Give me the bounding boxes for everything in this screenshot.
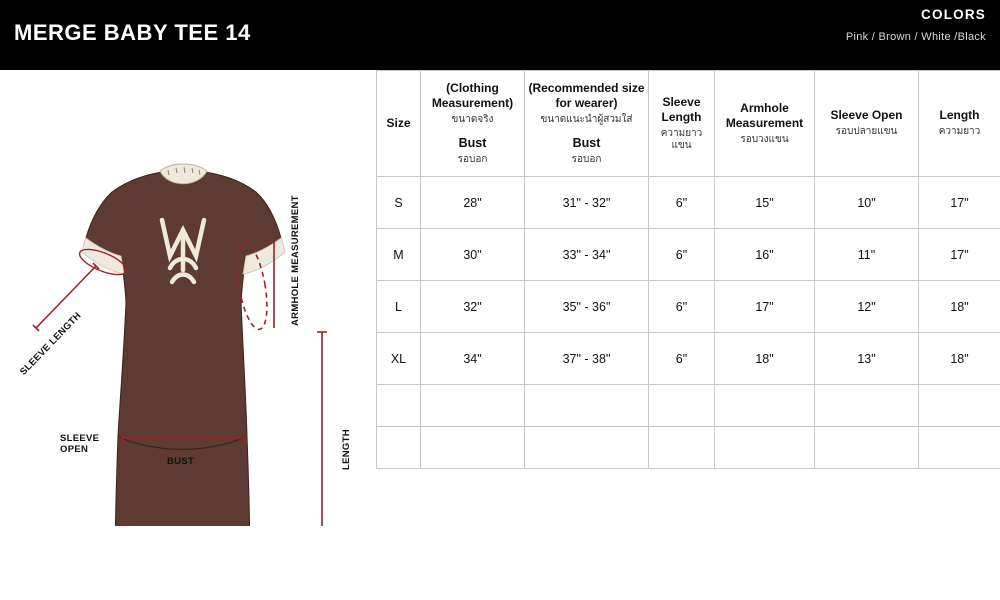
cell-bust-clothing: 34": [421, 333, 525, 385]
cell-empty: [815, 427, 919, 469]
page-header: [0, 0, 1000, 70]
col-header-bust-clothing: [421, 71, 525, 177]
col-header-bust-clothing-main2: Bust: [458, 136, 487, 151]
col-header-sleeve-open: [815, 71, 919, 177]
cell-empty: [525, 427, 649, 469]
cell-empty: [377, 385, 421, 427]
tshirt-shape: [82, 164, 285, 526]
label-sleeve-open: [60, 434, 120, 456]
cell-sleeve-length: 6": [649, 229, 715, 281]
table-row-empty: [377, 385, 1000, 427]
cell-empty: [421, 427, 525, 469]
table-row: [377, 177, 1000, 229]
cell-empty: [377, 427, 421, 469]
col-header-bust-wearer-sub2: รอบอก: [571, 153, 602, 165]
cell-bust-wearer: 33" - 34": [525, 229, 649, 281]
col-header-length-sub: ความยาว: [938, 126, 981, 138]
table-row-empty: [377, 427, 1000, 469]
table-header-row: [377, 71, 1000, 177]
col-header-armhole: [715, 71, 815, 177]
cell-size: S: [377, 177, 421, 229]
cell-bust-wearer: 31" - 32": [525, 177, 649, 229]
cell-sleeve-length: 6": [649, 333, 715, 385]
cell-sleeve-length: 6": [649, 177, 715, 229]
cell-size: M: [377, 229, 421, 281]
cell-length: 17": [919, 177, 1000, 229]
cell-size: L: [377, 281, 421, 333]
col-header-size: [377, 71, 421, 177]
col-header-bust-wearer-sub: ขนาดแนะนำผู้สวมใส่: [540, 113, 633, 125]
colors-block: [846, 7, 986, 43]
table-row: [377, 333, 1000, 385]
col-header-armhole-main: Armhole Measurement: [725, 100, 804, 130]
col-header-length: [919, 71, 1000, 177]
cell-armhole: 18": [715, 333, 815, 385]
colors-list: Pink / Brown / White /Black: [845, 31, 986, 43]
col-header-bust-wearer-main2: Bust: [572, 136, 601, 151]
label-sleeve-open-text: SLEEVE OPEN: [60, 433, 100, 455]
table-row: [377, 229, 1000, 281]
col-header-length-main: Length: [939, 108, 980, 123]
col-header-bust-clothing-main: (Clothing Measurement): [431, 80, 514, 110]
col-header-sleeve-open-main: Sleeve Open: [830, 108, 903, 123]
col-header-bust-wearer-main: (Recommended size for wearer): [528, 80, 645, 110]
col-header-sleeve-length: [649, 71, 715, 177]
cell-bust-clothing: 28": [421, 177, 525, 229]
cell-size: XL: [377, 333, 421, 385]
cell-empty: [715, 427, 815, 469]
cell-bust-clothing: 32": [421, 281, 525, 333]
cell-bust-wearer: 37" - 38": [525, 333, 649, 385]
col-header-bust-clothing-sub: ขนาดจริง: [451, 113, 494, 125]
page-title: MERGE BABY TEE 14: [14, 20, 251, 45]
cell-empty: [815, 385, 919, 427]
cell-empty: [919, 385, 1000, 427]
cell-empty: [715, 385, 815, 427]
cell-empty: [919, 427, 1000, 469]
cell-empty: [649, 427, 715, 469]
label-length: LENGTH: [341, 429, 352, 470]
cell-length: 17": [919, 229, 1000, 281]
col-header-bust-wearer: [525, 71, 649, 177]
cell-empty: [525, 385, 649, 427]
col-header-size-main: Size: [386, 116, 411, 130]
cell-sleeve-open: 12": [815, 281, 919, 333]
cell-armhole: 16": [715, 229, 815, 281]
cell-armhole: 15": [715, 177, 815, 229]
cell-armhole: 17": [715, 281, 815, 333]
cell-bust-clothing: 30": [421, 229, 525, 281]
cell-bust-wearer: 35" - 36": [525, 281, 649, 333]
garment-illustration: [0, 70, 376, 526]
size-chart-table: [376, 70, 1000, 469]
cell-length: 18": [919, 281, 1000, 333]
cell-length: 18": [919, 333, 1000, 385]
cell-sleeve-open: 13": [815, 333, 919, 385]
table-row: [377, 281, 1000, 333]
cell-empty: [649, 385, 715, 427]
col-header-sleeve-length-main: Sleeve Length: [661, 94, 702, 124]
col-header-sleeve-length-sub: ความยาวแขน: [660, 127, 703, 151]
cell-empty: [421, 385, 525, 427]
col-header-armhole-sub: รอบวงแขน: [740, 133, 789, 145]
col-header-sleeve-open-sub: รอบปลายแขน: [835, 126, 898, 138]
label-sleeve-length: SLEEVE LENGTH: [18, 310, 84, 378]
cell-sleeve-open: 11": [815, 229, 919, 281]
cell-sleeve-open: 10": [815, 177, 919, 229]
label-bust: BUST: [167, 456, 195, 467]
size-chart-table-wrapper: [376, 70, 1000, 526]
col-header-bust-clothing-sub2: รอบอก: [457, 153, 488, 165]
cell-sleeve-length: 6": [649, 281, 715, 333]
main-content: [0, 70, 1000, 526]
colors-label: COLORS: [921, 7, 986, 22]
label-armhole-measurement: ARMHOLE MEASUREMENT: [290, 195, 301, 326]
